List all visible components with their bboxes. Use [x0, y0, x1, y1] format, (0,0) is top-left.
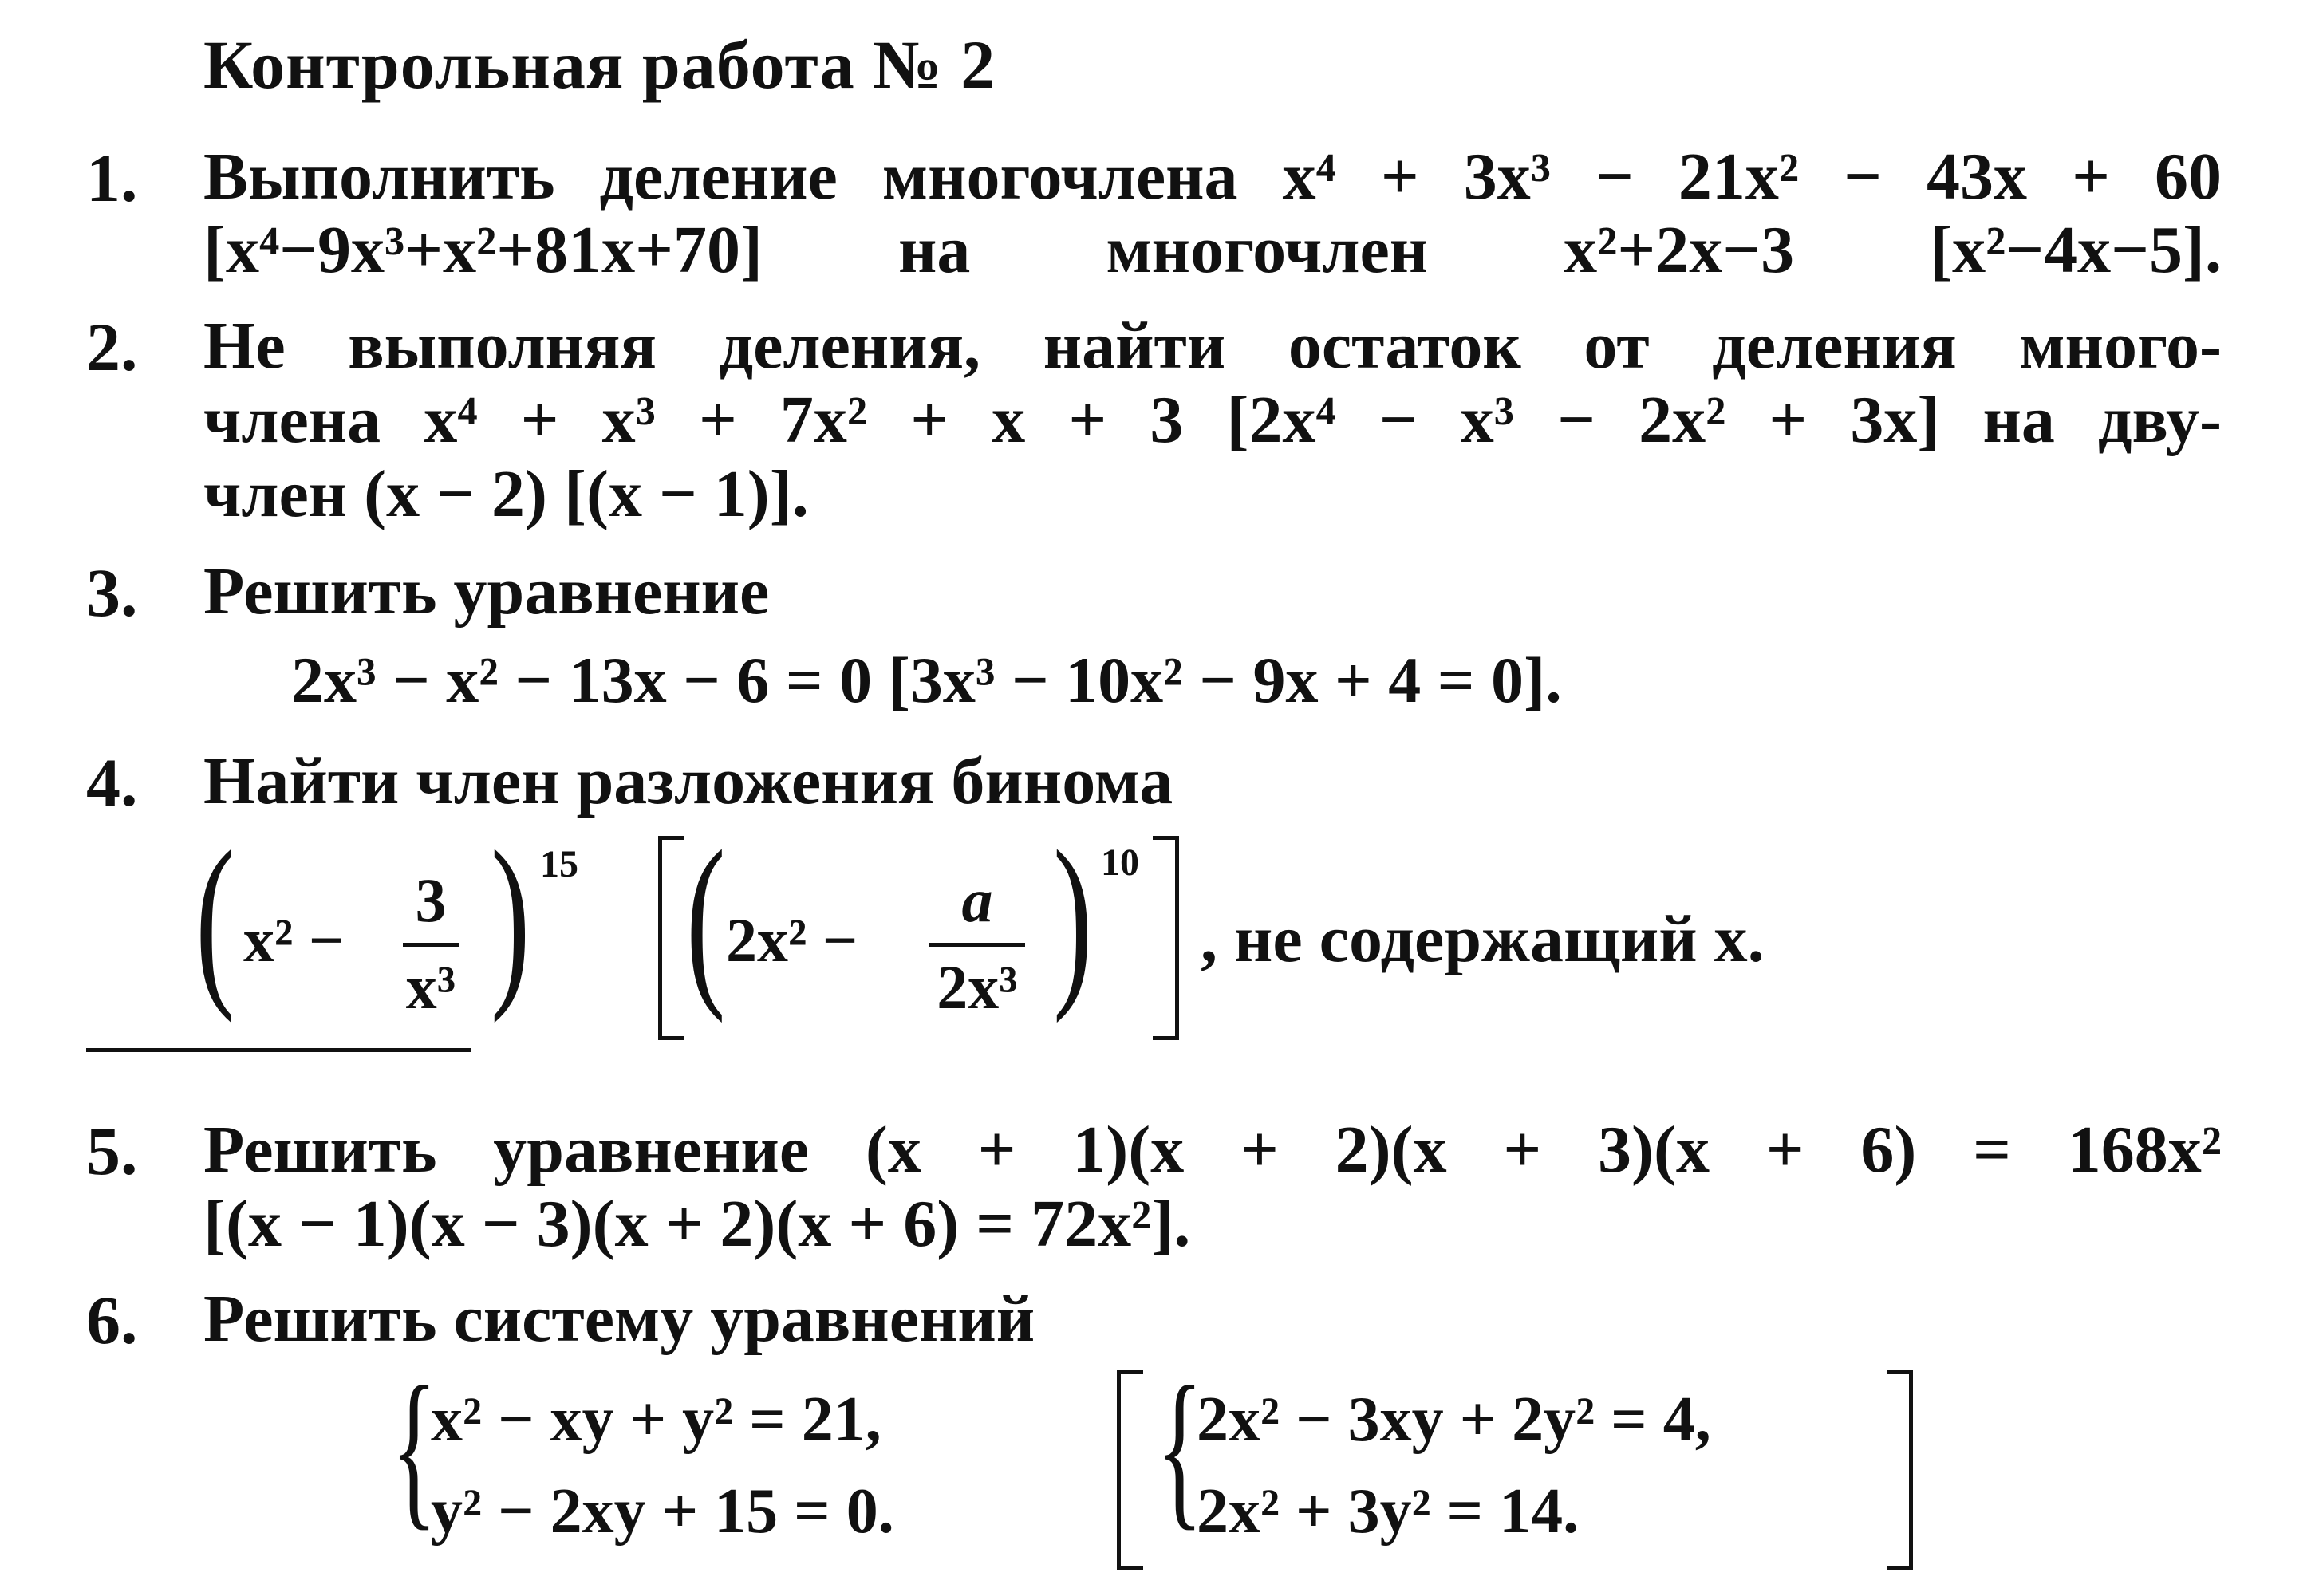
problem-5-line-2: [(x − 1)(x − 3)(x + 2)(x + 6) = 72x²].: [203, 1187, 1191, 1261]
left-system-brace: {: [391, 1350, 438, 1545]
right-system-left-bracket: [1117, 1370, 1143, 1570]
problem-number-5: 5.: [86, 1113, 138, 1189]
right-system-brace: {: [1157, 1350, 1204, 1545]
left-paren: (: [195, 811, 235, 1023]
right-paren-close: ): [1053, 811, 1093, 1023]
right-system-eq-1: 2x² − 3xy + 2y² = 4,: [1197, 1385, 1711, 1455]
problem-2-line-2: члена x⁴ + x³ + 7x² + x + 3 [2x⁴ − x³ − 2x² + 3x] на дву-: [203, 383, 2222, 457]
right-system-right-bracket: [1887, 1370, 1913, 1570]
right-fraction-denominator: 2x³: [937, 952, 1018, 1022]
left-paren-close: ): [491, 811, 530, 1023]
left-fraction-bar: [403, 943, 459, 947]
left-binom-power: 15: [540, 843, 578, 885]
binomial-expression: [195, 811, 2030, 1045]
problem-2-line-3: член (x − 2) [(x − 1)].: [203, 457, 809, 531]
problem-number-6: 6.: [86, 1282, 138, 1358]
problem-number-3: 3.: [86, 554, 138, 631]
right-fraction-bar: [929, 943, 1025, 947]
problem-4-line-1: Найти член разложения бинома: [203, 744, 1173, 818]
right-paren: (: [686, 811, 726, 1023]
problem-number-4: 4.: [86, 744, 138, 821]
left-system-eq-1: x² − xy + y² = 21,: [431, 1385, 881, 1455]
problem-3-equation: 2x³ − x² − 13x − 6 = 0 [3x³ − 10x² − 9x + 4 = 0].: [291, 644, 1562, 716]
problem-number-2: 2.: [86, 309, 138, 385]
right-group-right-bracket: [1153, 836, 1179, 1040]
problem-5-line-1: Решить уравнение (x + 1)(x + 2)(x + 3)(x + 6) = 168x²: [203, 1113, 2222, 1187]
problem-2-line-1: Не выполняя деления, найти остаток от деления много-: [203, 309, 2222, 383]
right-fraction: [929, 865, 1025, 1022]
page-title: Контрольная работа № 2: [203, 26, 996, 103]
left-binom-base: x² −: [243, 905, 345, 975]
problem-3-line-1: Решить уравнение: [203, 554, 770, 629]
problem-1-line-2: [x⁴−9x³+x²+81x+70] на многочлен x²+2x−3 [x²−4x−5].: [203, 213, 2222, 287]
problem-number-1: 1.: [86, 140, 138, 216]
binom-tail-text: , не содержащий x.: [1201, 902, 1765, 976]
right-system-eq-2: 2x² + 3y² = 14.: [1197, 1476, 1580, 1547]
left-system-eq-2: y² − 2xy + 15 = 0.: [431, 1476, 894, 1547]
section-divider-rule: [86, 1048, 471, 1052]
right-fraction-numerator: a: [961, 865, 993, 935]
problem-1-line-1: Выполнить деление многочлена x⁴ + 3x³ − 21x² − 43x + 60: [203, 140, 2222, 214]
right-binom-power: 10: [1101, 841, 1139, 884]
right-binom-base: 2x² −: [726, 905, 858, 975]
right-group-left-bracket: [658, 836, 684, 1040]
left-fraction-denominator: x³: [405, 952, 456, 1022]
left-fraction: [403, 865, 459, 1022]
problem-6-line-1: Решить систему уравнений: [203, 1282, 1035, 1356]
left-fraction-numerator: 3: [415, 865, 447, 935]
